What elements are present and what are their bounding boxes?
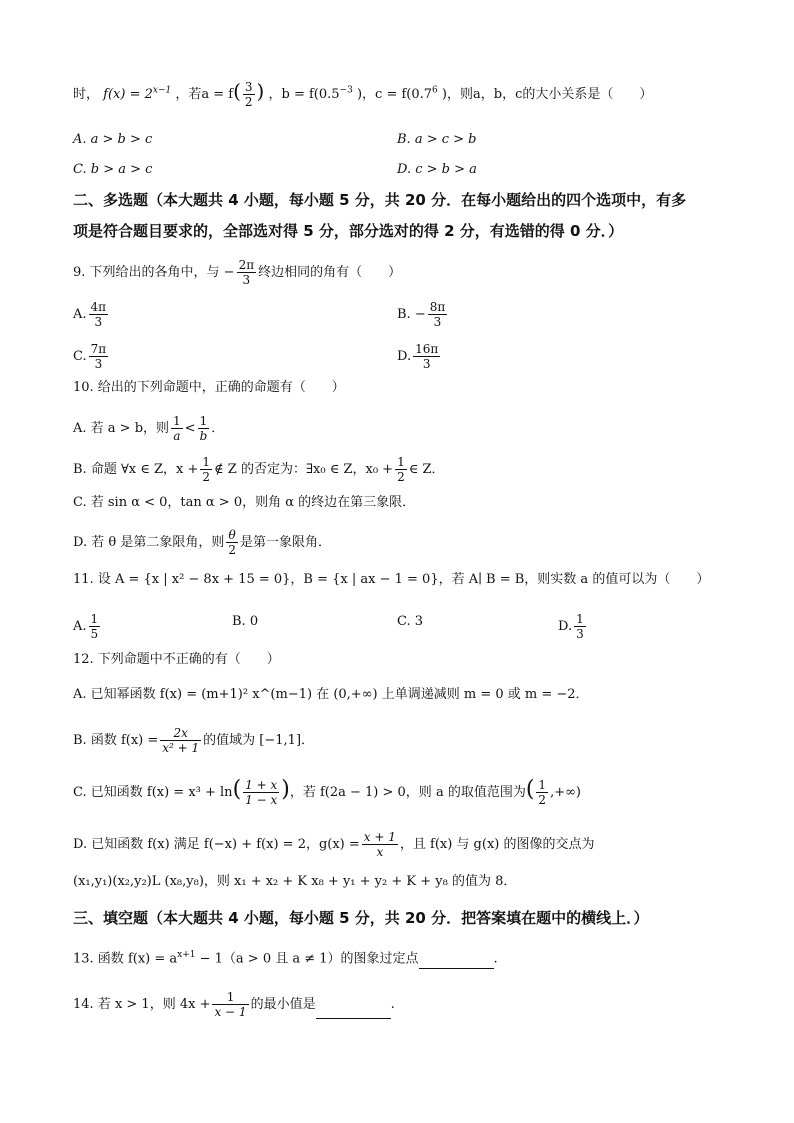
q9-d-num: 16π: [415, 342, 439, 356]
q12-c-mid: ，若 f(2a − 1) > 0，则 a 的取值范围为: [289, 785, 526, 800]
q13-stem: [73, 945, 498, 969]
q10-b-f1d: 2: [202, 470, 211, 484]
q9-c-den: 3: [94, 357, 103, 371]
q13-post: − 1（a > 0 且 a ≠ 1）的图象过定点: [195, 951, 419, 967]
section2-heading-line1: 二、多选题（本大题共 4 小题，每小题 5 分，共 20 分．在每小题给出的四个选项中，有多: [73, 191, 687, 209]
q10-a-end: ．: [211, 421, 225, 436]
q10-b-end: ∈ Z．: [408, 462, 445, 477]
q14-fraction: [212, 990, 248, 1019]
q8-a-num: 3: [244, 80, 253, 94]
q12-b-pre: B. 函数 f(x) =: [73, 733, 159, 748]
q10-d-end: 是第一象限角．: [239, 535, 331, 550]
q14-fn: 1: [212, 990, 248, 1005]
q12-option-c: C. 已知函数 f(x) = x³ + ln( $\frac{1 + x}{1 - x}$ )，若 f(2a − 1) > 0，则 a 的取值范围为( $\frac{1}{2}$ ,+∞): [73, 777, 581, 807]
q9-c-num: 7π: [90, 342, 107, 356]
q11-a-den: 5: [90, 627, 99, 641]
q12-d-fraction: [362, 830, 398, 859]
q10-d-fd: 2: [228, 543, 236, 557]
q14-stem: [73, 990, 395, 1019]
q10-stem: 10. 给出的下列命题中，正确的命题有（ ）: [73, 380, 345, 395]
q13-end: .: [493, 951, 498, 967]
q9-b-den: 3: [433, 315, 442, 329]
q8-b-exp: −3: [339, 85, 353, 96]
q8-fx: [103, 87, 171, 102]
q9-stem-pre: 9. 下列给出的各角中，与 −: [73, 265, 235, 280]
q12-option-a: A. 已知幂函数 f(x) = (m+1)² x^(m−1) 在 (0,+∞) 上单调递减则 m = 0 或 m = −2．: [73, 687, 589, 702]
q12-option-b: [73, 726, 314, 755]
q11-option-c: C. 3: [397, 614, 424, 629]
q9-option-b: [397, 300, 449, 329]
q10-a-f1d: a: [173, 429, 181, 443]
q9-stem: [73, 258, 401, 287]
q12-d-end: ，且 f(x) 与 g(x) 的图像的交点为: [399, 837, 595, 852]
q8-stem-tail: )，则a，b，c的大小关系是（ ）: [441, 87, 653, 102]
q12-c-range-fraction: [536, 778, 548, 807]
q14-pre: 14. 若 x > 1，则 4x +: [73, 997, 211, 1012]
q11-option-a: [73, 612, 102, 641]
q9-stem-post: 终边相同的角有（ ）: [258, 265, 402, 280]
q12-c-rn: 1: [538, 778, 547, 792]
q10-b-pre: B. 命题 ∀x ∈ Z，x +: [73, 462, 199, 477]
q11-d-fraction: [574, 612, 586, 641]
q12-c-fraction: [243, 778, 279, 807]
q9-a-fraction: [89, 300, 109, 329]
q9-d-label: D.: [397, 349, 412, 364]
q14-post: 的最小值是: [250, 997, 316, 1012]
q10-option-d: [73, 528, 331, 557]
q13-pre: 13. 函数 f(x) = a: [73, 951, 178, 967]
q12-option-d: [73, 830, 595, 859]
q12-c-end: ,+∞): [550, 785, 581, 800]
q10-a-pre: A. 若 a > b，则: [73, 421, 170, 436]
q9-a-num: 4π: [90, 300, 107, 314]
q8-fx-exp: x−1: [152, 85, 172, 96]
q12-c-pre: C. 已知函数 f(x) = x³ + ln: [73, 785, 233, 800]
q10-b-f2d: 2: [397, 470, 405, 484]
q12-d-pre: D. 已知函数 f(x) 满足 f(−x) + f(x) = 2，g(x) =: [73, 837, 360, 852]
q10-a-mid: <: [184, 421, 196, 436]
q9-a-den: 3: [94, 315, 103, 329]
q12-option-d-line2: (x₁,y₁)(x₂,y₂)L (x₈,y₈)，则 x₁ + x₂ + K x₈ + y₁ + y₂ + K + y₈ 的值为 8．: [73, 874, 517, 889]
q10-a-f1n: 1: [173, 414, 181, 428]
q14-end: .: [390, 997, 395, 1012]
q12-c-fd: 1 − x: [245, 793, 278, 807]
q8-fx-base: f(x) = 2: [103, 87, 153, 102]
q12-d-fd: x: [376, 845, 384, 859]
q11-d-label: D.: [558, 619, 573, 634]
q12-b-fraction: [160, 726, 201, 755]
q10-a-frac2: [198, 414, 210, 443]
q12-stem: 12. 下列命题中不正确的有（ ）: [73, 652, 280, 667]
q8-option-a: A. a > b > c: [73, 132, 153, 147]
q10-option-c: C. 若 sin α < 0，tan α > 0，则角 α 的终边在第三象限．: [73, 495, 416, 510]
q10-b-frac1: [200, 455, 212, 484]
section3-heading: 三、填空题（本大题共 4 小题，每小题 5 分，共 20 分．把答案填在题中的横线上．）: [73, 909, 649, 927]
q9-b-fraction: [428, 300, 448, 329]
q8-c-exp: 6: [432, 85, 438, 96]
q8-option-d: D. c > b > a: [397, 162, 477, 177]
q10-a-f2d: b: [199, 429, 208, 443]
q12-b-fn: 2x: [160, 726, 201, 741]
q8-a-den: 2: [244, 95, 253, 109]
q9-stem-num: 2π: [238, 258, 255, 272]
q9-option-c: [73, 342, 110, 371]
q11-option-d: [558, 612, 588, 641]
q9-option-a: [73, 300, 110, 329]
q8-stem-prefix: 时，: [73, 87, 100, 102]
q10-a-f2n: 1: [198, 414, 210, 429]
q11-stem: 11. 设 A = {x | x² − 8x + 15 = 0}，B = {x | ax − 1 = 0}，若 A∣ B = B，则实数 a 的值可以为（ ）: [73, 572, 710, 587]
q8-option-c: C. b > a > c: [73, 162, 153, 177]
q12-b-end: 的值域为 [−1,1]．: [203, 733, 315, 748]
q8-b-def: ，b = f(0.5: [268, 87, 340, 102]
q9-c-label: C.: [73, 349, 87, 364]
q12-c-fn: 1 + x: [245, 778, 278, 792]
section2-heading-line2: 项是符合题目要求的，全部选对得 5 分，部分选对的得 2 分，有选错的得 0 分．）: [73, 222, 624, 240]
q11-a-num: 1: [90, 612, 99, 626]
q13-answer-blank[interactable]: [419, 954, 494, 969]
q12-b-fd: x² + 1: [162, 741, 200, 755]
q14-answer-blank[interactable]: [316, 1004, 391, 1019]
q11-option-b: B. 0: [232, 614, 259, 629]
q9-b-label: B. −: [397, 307, 426, 322]
q14-fd: x − 1: [214, 1005, 247, 1019]
q9-d-den: 3: [422, 357, 431, 371]
q9-b-num: 8π: [429, 300, 446, 314]
q11-d-num: 1: [576, 612, 584, 626]
q10-b-f1n: 1: [202, 455, 211, 469]
q8-a-def: ，若a = f: [175, 87, 234, 102]
q9-stem-den: 3: [242, 273, 251, 287]
q12-c-rd: 2: [538, 793, 547, 807]
q12-d-fn: x + 1: [363, 830, 396, 844]
q11-a-fraction: [89, 612, 101, 641]
q10-a-frac1: [171, 414, 183, 443]
q9-c-fraction: [89, 342, 109, 371]
q9-a-label: A.: [73, 307, 87, 322]
q8-option-b: B. a > c > b: [397, 132, 477, 147]
q11-d-den: 3: [576, 627, 584, 641]
q10-d-fraction: [226, 528, 238, 557]
q9-option-d: [397, 342, 442, 371]
q10-d-fn: θ: [226, 528, 238, 543]
q13-exp: x+1: [177, 950, 196, 960]
q10-option-b: [73, 455, 445, 484]
q10-b-mid: ∉ Z 的否定为：∃x₀ ∈ Z，x₀ +: [214, 462, 394, 477]
q10-d-pre: D. 若 θ 是第二象限角，则: [73, 535, 225, 550]
q8-c-def: )，c = f(0.7: [356, 87, 433, 102]
q10-b-frac2: [395, 455, 407, 484]
q10-b-f2n: 1: [397, 455, 405, 469]
q10-option-a: [73, 414, 224, 443]
q11-a-label: A.: [73, 619, 87, 634]
q8-a-fraction: [243, 80, 255, 109]
q8-stem: 时， $f(x) = 2^{x-1}$ ，若a = f( $\frac{3}{2}$ ) ，$b = f(0.5^{-3}$ )，$c = f(0.7^6$ )，则a，b，c的大小关系是（ ）: [73, 79, 653, 109]
q9-d-fraction: [413, 342, 440, 371]
q9-stem-fraction: [237, 258, 257, 287]
